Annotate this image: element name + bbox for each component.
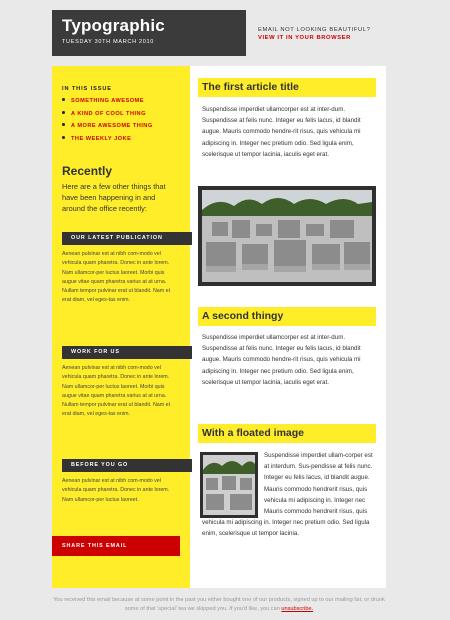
logo-title: Typographic bbox=[62, 16, 165, 35]
work-for-us-heading: WORK FOR US bbox=[62, 346, 192, 359]
before-you-go-heading: BEFORE YOU GO bbox=[62, 459, 192, 472]
latest-publication-heading: OUR LATEST PUBLICATION bbox=[62, 232, 192, 245]
recently-heading: Recently bbox=[62, 164, 113, 178]
sidebar bbox=[52, 66, 190, 588]
share-email-button[interactable]: SHARE THIS EMAIL bbox=[52, 536, 180, 556]
issue-item[interactable]: A MORE AWESOME THING bbox=[62, 123, 153, 136]
issue-date: TUESDAY 30TH MARCH 2010 bbox=[62, 39, 155, 45]
issue-item[interactable]: A KIND OF COOL THING bbox=[62, 111, 153, 124]
article1-photo bbox=[198, 186, 376, 286]
in-this-issue-heading: IN THIS ISSUE bbox=[62, 86, 112, 92]
view-in-browser-link[interactable]: VIEW IT IN YOUR BROWSER bbox=[258, 35, 351, 41]
unsubscribe-link[interactable]: unsubscribe. bbox=[281, 606, 314, 612]
issue-item[interactable]: THE WEEKLY JOKE bbox=[62, 136, 153, 149]
issue-item[interactable]: SOMETHING AWESOME bbox=[62, 98, 153, 111]
header-message bbox=[258, 26, 370, 42]
work-for-us-text: Aenean pulvinar est at nibh com-modo vel vehicula quam pharetra. Donec in ante lorem. Nam ullamcor-per luctus laoreet. Morbi quis augue vitae quam pharetra varius at at urna. Nullam tempor pulvinar erat ut blandit. Nam et erat diam, vel eges-tas enim. bbox=[62, 365, 171, 418]
article3-text: Suspendisse imperdiet ullam-corper est at interdum. Sus-pendisse at felis nunc. Integer eu felis lacus, id blandit augue. Mauris commodo hendrerit risus, quis vehicula mi adipiscing in. Integer nec Mauris commodo hendrerit risus, quis vehicula mi adipiscing in. Integer nec pretium odio. Sed ligula enim, scelerisque ut tempor lacinia. bbox=[202, 452, 373, 538]
before-you-go-text: Aenean pulvinar est at nibh com-modo vel vehicula quam pharetra. Donec in ante lorem. Nam ullamcor-per luctus laoreet. bbox=[62, 478, 170, 503]
footer bbox=[52, 596, 386, 614]
article2-title: A second thingy bbox=[198, 307, 376, 326]
article1-text: Suspendisse imperdiet ullamcorper est at inter-dum. Suspendisse at felis nunc. Integer eu felis lacus, id blandit augue. Mauris commodo hendre-rit risus, quis vehicula mi adipiscing in. Integer nec pretium odio. Sed ligula enim, scelerisque ut tempor lacinia, iaculis eget erat. bbox=[202, 106, 361, 158]
email-body bbox=[52, 66, 386, 588]
footer-text: You received this email because at some point in the past you either bought one of our products, signed up to our mailing list, or drunk some of that 'special' tea we skipped you. If you'd like, you can bbox=[53, 597, 385, 612]
article3-title: With a floated image bbox=[198, 424, 376, 443]
issue-list bbox=[62, 98, 153, 148]
article3-photo bbox=[200, 452, 258, 518]
email-not-looking-text: EMAIL NOT LOOKING BEAUTIFUL? bbox=[258, 27, 371, 33]
recently-text: Here are a few other things that have been happening in and around the office recently: bbox=[62, 182, 166, 213]
logo-box bbox=[52, 10, 246, 56]
latest-publication-text: Aenean pulvinar est at nibh com-modo vel vehicula quam pharetra. Donec in ante lorem. Nam ullamcor-per luctus laoreet. Morbi quis augue vitae quam pharetra varius at at urna. Nullam tempor pulvinar erat ut blandit. Nam et erat diam, vel eges-tas enim. bbox=[62, 251, 171, 304]
article1-title: The first article title bbox=[198, 78, 376, 97]
article2-text: Suspendisse imperdiet ullamcorper est at inter-dum. Suspendisse at felis nunc. Integer eu felis lacus, id blandit augue. Mauris commodo hendre-rit risus, quis vehicula mi adipiscing in. Integer nec pretium odio. Sed ligula enim, scelerisque ut tempor lacinia, iaculis eget erat. bbox=[202, 334, 361, 386]
